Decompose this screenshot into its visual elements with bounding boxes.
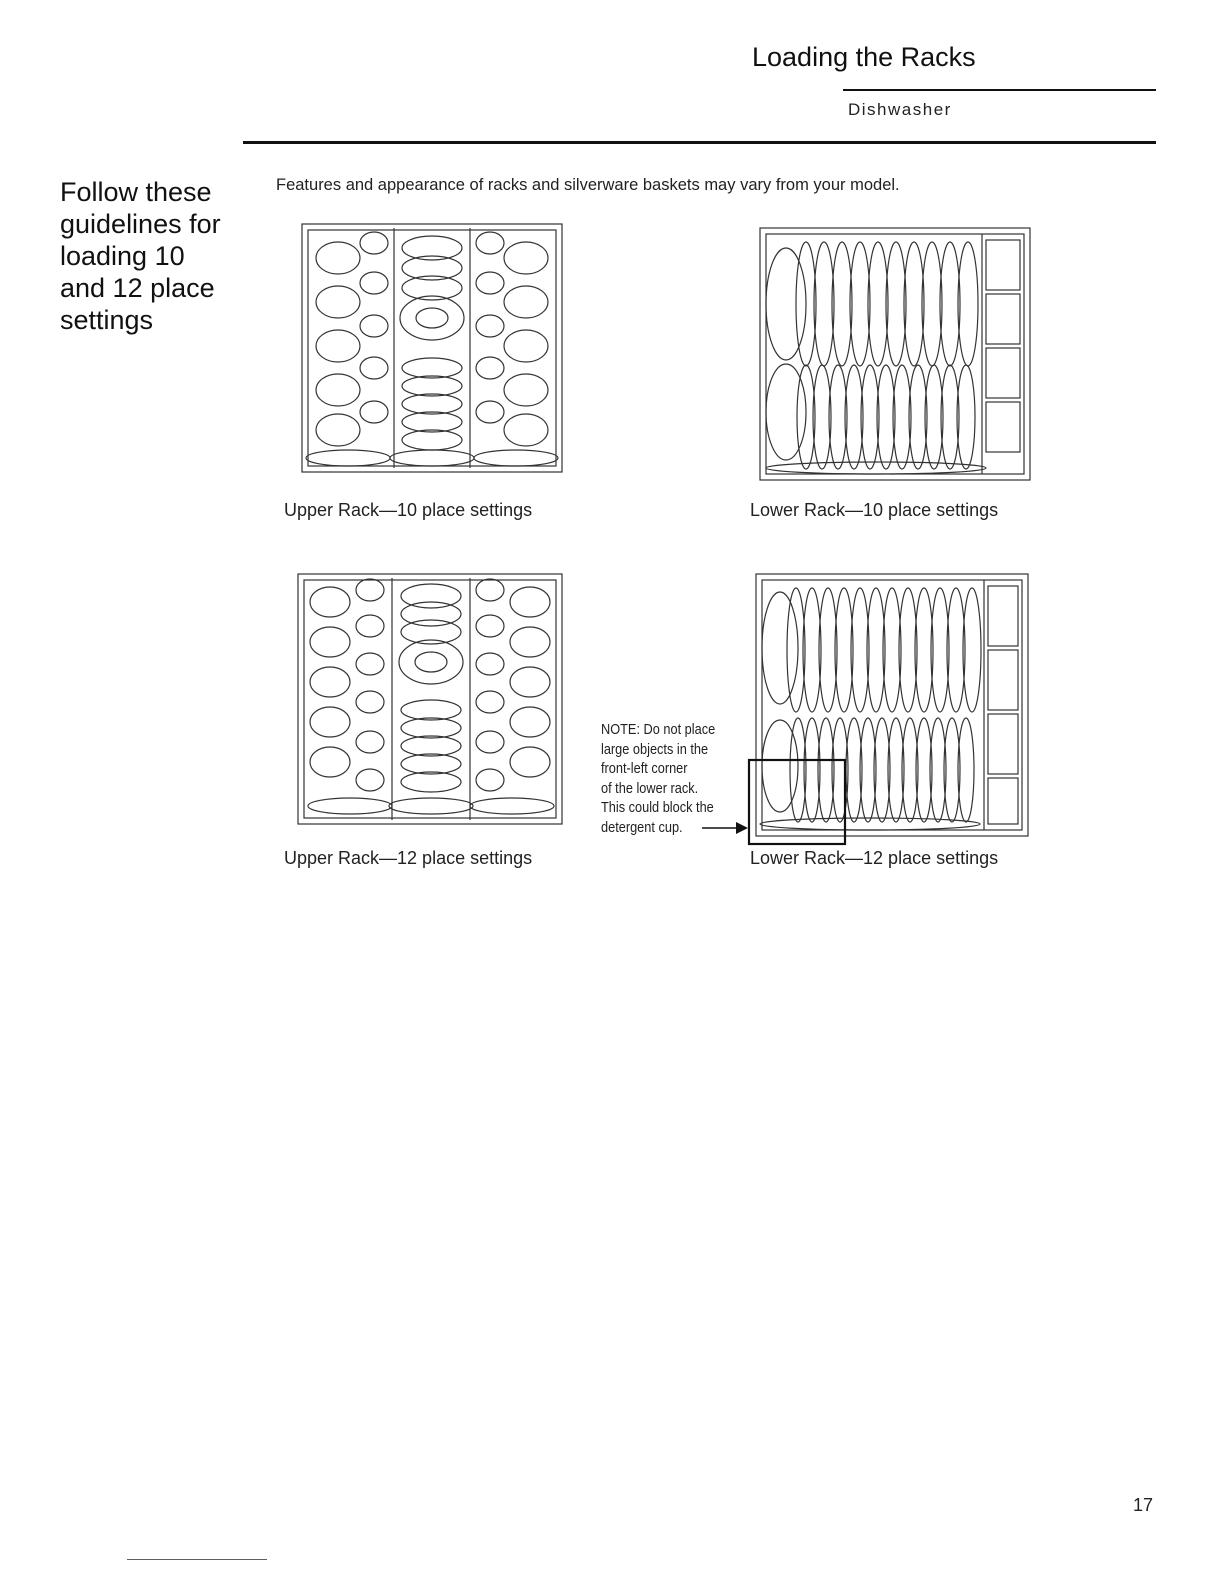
- caption-upper-rack-10: Upper Rack—10 place settings: [284, 500, 533, 520]
- header-rule-long: [243, 141, 1156, 144]
- sidebar-heading: Follow these guidelines for loading 10 and 12 place settings: [60, 177, 221, 335]
- caption-lower-rack-12: Lower Rack—12 place settings: [750, 848, 999, 868]
- detergent-cup-callout-box: [749, 760, 845, 844]
- lower-rack-12-illustration: [740, 570, 1034, 848]
- upper-rack-12-illustration: [294, 570, 566, 832]
- intro-text: Features and appearance of racks and silverware baskets may vary from your model.: [276, 176, 900, 194]
- page-title: Loading the Racks: [752, 42, 976, 72]
- header-rule-short: [843, 89, 1156, 91]
- upper-rack-10-illustration: [298, 218, 566, 480]
- note-text: NOTE: Do not place large objects in the front-left corner of the lower rack. This could block the detergent cup.: [601, 722, 716, 836]
- page-subtitle: Dishwasher: [848, 100, 952, 119]
- page-number: 17: [1133, 1495, 1154, 1515]
- lower-rack-10-illustration: [756, 222, 1034, 488]
- caption-upper-rack-12: Upper Rack—12 place settings: [284, 848, 533, 868]
- footer-link-line: [127, 1559, 267, 1560]
- note-arrow: [700, 818, 750, 843]
- caption-lower-rack-10: Lower Rack—10 place settings: [750, 500, 999, 520]
